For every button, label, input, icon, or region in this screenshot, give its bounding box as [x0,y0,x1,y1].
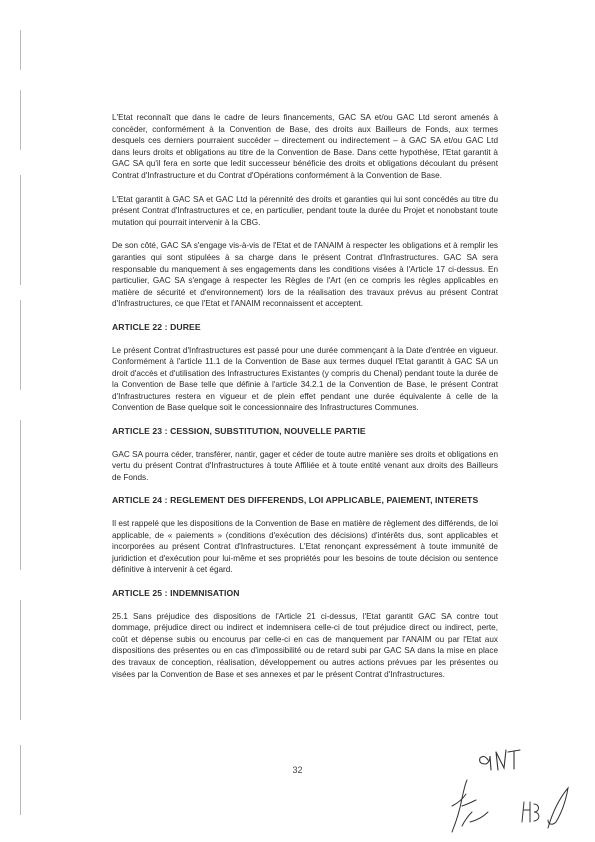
paragraph: L'Etat garantit à GAC SA et GAC Ltd la pérennité des droits et garanties qui lui sont concédés au titre du présent Contrat d'Infrastructures et ce, en particulier, pendant toute la durée du Projet et nonobstant toute mutation qui pourrait intervenir à la CBG. [112,194,498,227]
paragraph: De son côté, GAC SA s'engage vis-à-vis de l'Etat et de l'ANAIM à respecter les obligations et à remplir les garanties qui sont stipulées à sa charge dans le présent Contrat d'Infrastructures. GAC SA sera responsable du manquement à ses engagements dans les conditions visées à l'Article 17 ci-dessus. En particulier, GAC SA s'engage à respecter les Règles de l'Art (en ce compris les règles applicables en matière de sécurité et d'environnement) lors de la réalisation des travaux prévus au présent Contrat d'Infrastructures, ce que l'Etat et l'ANAIM reconnaissent et acceptent. [112,241,498,309]
article-22-heading: ARTICLE 22 : DUREE [112,321,201,332]
article-23-text: GAC SA pourra céder, transférer, nantir, gager et céder de toute autre manière ses droits et obligations en vertu du présent Contrat d'Infrastructures à toute Affiliée et à toute entité venant aux droits des Bailleurs de Fonds. [112,449,498,482]
article-24-text: Il est rappelé que les dispositions de la Convention de Base en matière de règlement des différends, de loi applicable, de « paiements » (conditions d'exécution des décisions) d'intérêts dus, sont applicables et incorporées au présent Contrat d'Infrastructures. L'Etat renonçant expressément à toute immunité de juridiction et d'exécution pour lui-même et ses propriétés pour les besoins de toute décision ou sentence définitive à intervenir à cet égard. [112,519,498,575]
article-25-text: 25.1 Sans préjudice des dispositions de l'Article 21 ci-dessus, l'Etat garantit GAC SA contre tout dommage, préjudice direct ou indirect et indemnisera celle-ci de tout préjudice direct ou indirect, perte, coût et dépense subis ou encourus par celle-ci en cas de manquement par l'ANAIM ou par l'Etat aux dispositions des présentes ou en cas d'impossibilité ou de retard subi par GAC SA dans la mise en place des travaux de conception, réalisation, développement ou autres actions prévues par les présentes ou visées par la Convention de Base et ses annexes et par le présent Contrat d'Infrastructures. [112,611,498,679]
paragraph: L'Etat reconnaît que dans le cadre de leurs financements, GAC SA et/ou GAC Ltd seront amenés à concéder, conformément à la Convention de Base, des droits aux Bailleurs de Fonds, aux termes desquels ces derniers pourraient succéder – directement ou indirectement – à GAC SA et/ou GAC Ltd dans leurs droits et obligations au titre de la Convention de Base. Dans cette hypothèse, l'Etat garantit à GAC SA qu'il fera en sorte que ledit successeur bénéficie des droits et obligations découlant du présent Contrat d'Infrastructure et du Contrat d'Opérations conformément à la Convention de Base. [112,113,498,180]
article-23-heading: ARTICLE 23 : CESSION, SUBSTITUTION, NOUVELLE PARTIE [112,426,366,437]
page-number: 32 [292,765,303,775]
signature-mark [522,788,568,828]
article-25-heading: ARTICLE 25 : INDEMNISATION [112,588,240,598]
article-24-heading: ARTICLE 24 : REGLEMENT DES DIFFERENDS, LOI APPLICABLE, PAIEMENT, INTERETS [112,495,479,506]
article-22-text: Le présent Contrat d'Infrastructures est passé pour une durée commençant à la Date d'entrée en vigueur. Conformément à l'article 11.1 de la Convention de Base aux termes duquel l'Etat garantit à GAC SA un droit d'accès et d'utilisation des Infrastructures Existantes (y compris du Chenal) pendant toute la durée de la Convention de Base telle que définie à l'article 34.2.1 de la Convention de Base, le présent Contrat d'Infrastructures restera en vigueur et de plein effet pendant une durée équivalente à celle de la Convention de Base quelque soit le concessionnaire des Infrastructures Communes. [112,345,498,413]
signature-mark [452,780,488,832]
initials-mark [480,750,520,770]
